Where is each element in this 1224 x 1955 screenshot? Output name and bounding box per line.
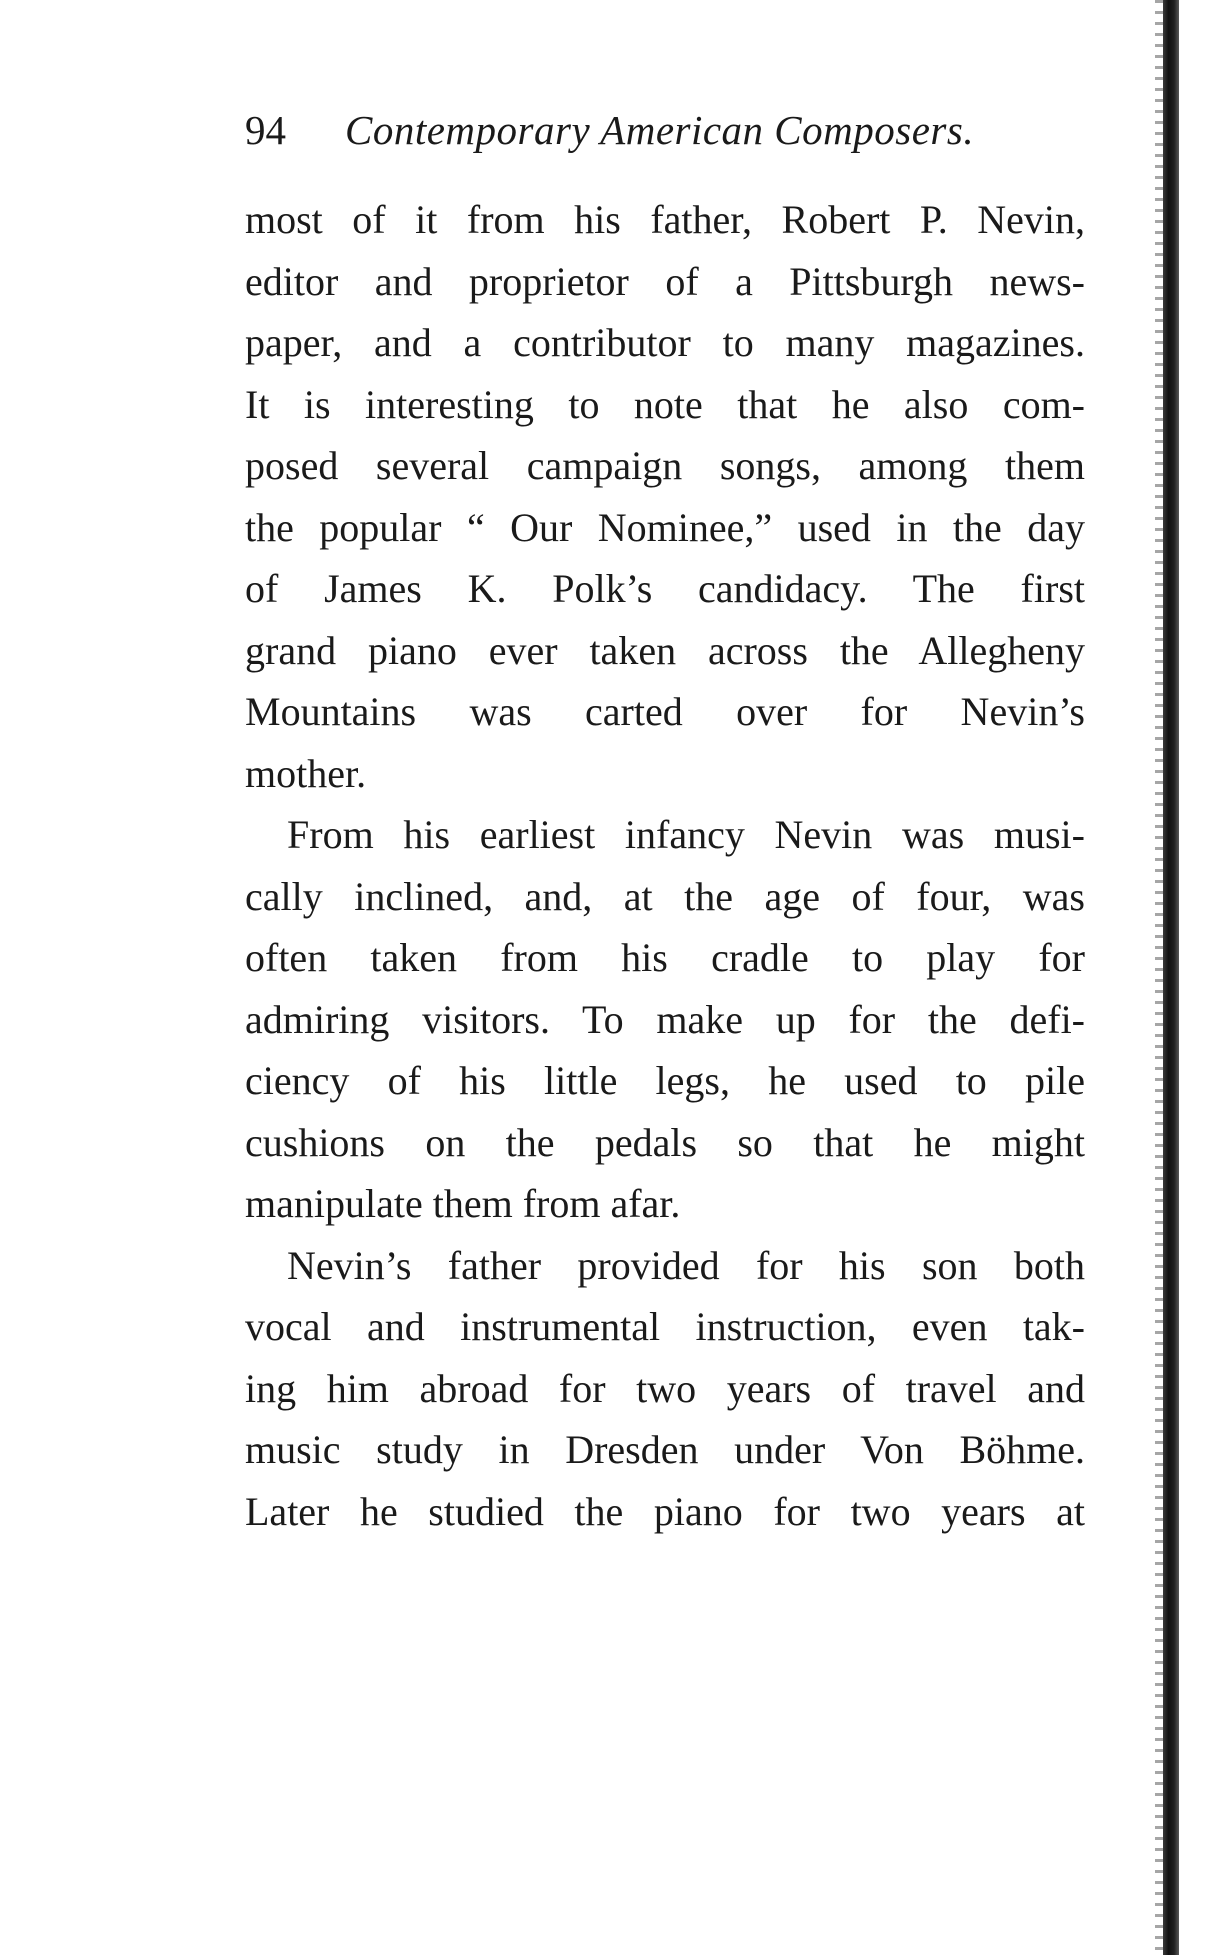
text-line: posed several campaign songs, among them: [245, 443, 1085, 488]
page-edge-speckle: [1155, 0, 1163, 1955]
text-line: the popular “ Our Nominee,” used in the day: [245, 504, 1085, 550]
text-line: Mountains was carted over for Nevin’s: [245, 689, 1085, 734]
text-line: cushions on the pedals so that he might: [245, 1119, 1085, 1165]
running-head: [245, 100, 1085, 160]
text-line: Nevin’s father provided for his son both: [287, 1242, 1085, 1288]
text-line: From his earliest infancy Nevin was musi-: [287, 812, 1085, 857]
running-title: Contemporary American Composers.: [345, 107, 975, 153]
body-text: [245, 189, 1085, 1542]
text-line: ciency of his little legs, he used to pile: [245, 1058, 1085, 1103]
text-line: It is interesting to note that he also com-: [245, 381, 1085, 427]
text-line: ing him abroad for two years of travel and: [245, 1365, 1085, 1411]
text-line: often taken from his cradle to play for: [245, 935, 1085, 980]
text-line: editor and proprietor of a Pittsburgh news-: [245, 258, 1085, 304]
text-line: most of it from his father, Robert P. Nevin,: [245, 197, 1085, 242]
text-line: cally inclined, and, at the age of four, was: [245, 873, 1085, 919]
page-number: 94: [245, 107, 286, 153]
text-line: of James K. Polk’s candidacy. The first: [245, 566, 1085, 611]
text-line: music study in Dresden under Von Böhme.: [245, 1427, 1085, 1472]
text-line: grand piano ever taken across the Allegheny: [245, 627, 1085, 673]
text-line: paper, and a contributor to many magazines.: [245, 320, 1085, 365]
text-line: manipulate them from afar.: [245, 1181, 681, 1226]
text-line: Later he studied the piano for two years at: [245, 1488, 1085, 1534]
text-line: mother.: [245, 750, 367, 796]
text-line: admiring visitors. To make up for the defi-: [245, 996, 1085, 1042]
text-line: vocal and instrumental instruction, even tak-: [245, 1304, 1085, 1349]
page-edge-shadow: [1163, 0, 1179, 1955]
